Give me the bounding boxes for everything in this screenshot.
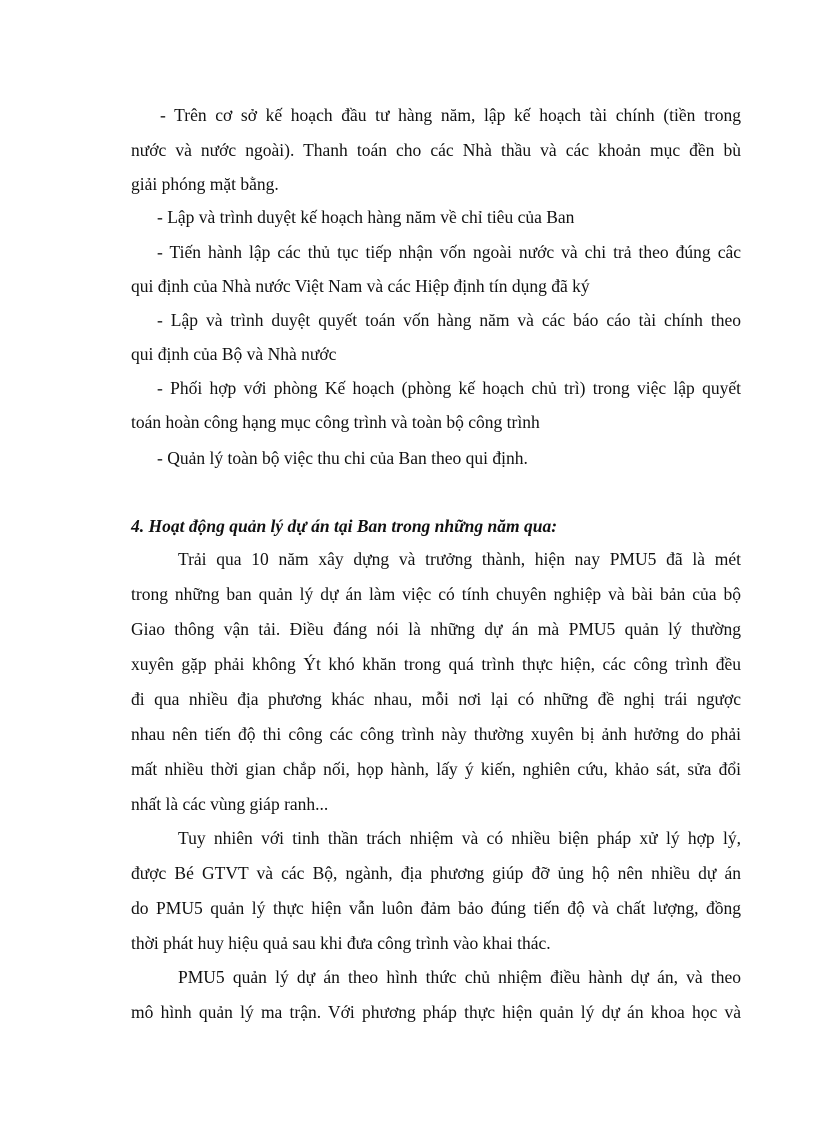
duty-4-line-1: - Lập và trình duyệt quyết toán vốn hàng năm và các báo cáo tài chính theo (157, 310, 741, 330)
p2-line-3: do PMU5 quản lý thực hiện vẫn luôn đảm bảo đúng tiến độ và chất lượng, đồng (131, 898, 741, 918)
duty-3-line-1: - Tiến hành lập các thủ tục tiếp nhận vốn ngoài nước và chi trả theo đúng câc (157, 242, 741, 262)
duty-1-line-2: nước và nước ngoài). Thanh toán cho các Nhà thầu và các khoản mục đền bù (131, 140, 741, 160)
p1-line-4: xuyên gặp phải không Ýt khó khăn trong quá trình thực hiện, các công trình đều (131, 654, 741, 674)
p2-line-4: thời phát huy hiệu quả sau khi đưa công trình vào khai thác. (131, 933, 551, 953)
p1-line-3: Giao thông vận tải. Điều đáng nói là những dự án mà PMU5 quản lý thường (131, 619, 741, 639)
p3-line-1: PMU5 quản lý dự án theo hình thức chủ nhiệm điều hành dự án, và theo (178, 967, 741, 987)
p3-line-2: mô hình quản lý ma trận. Với phương pháp thực hiện quản lý dự án khoa học và (131, 1002, 741, 1022)
duty-6-line-1: - Quản lý toàn bộ việc thu chi của Ban theo qui định. (157, 448, 528, 468)
duty-2-line-1: - Lập và trình duyệt kế hoạch hàng năm về chỉ tiêu của Ban (157, 207, 575, 227)
p1-line-5: đi qua nhiều địa phương khác nhau, mỗi nơi lại có những đề nghị trái ngược (131, 689, 741, 709)
p1-line-6: nhau nên tiến độ thi công các công trình này thường xuyên bị ảnh hưởng do phải (131, 724, 741, 744)
p1-line-1: Trải qua 10 năm xây dựng và trưởng thành, hiện nay PMU5 đã là mét (178, 549, 741, 569)
duty-5-line-1: - Phối hợp với phòng Kế hoạch (phòng kế hoạch chủ trì) trong việc lập quyết (157, 378, 741, 398)
duty-4-line-2: qui định của Bộ và Nhà nước (131, 344, 337, 364)
p2-line-1: Tuy nhiên với tinh thần trách nhiệm và có nhiều biện pháp xử lý hợp lý, (178, 828, 741, 848)
p1-line-7: mất nhiều thời gian chắp nối, họp hành, lấy ý kiến, nghiên cứu, khảo sát, sửa đổi (131, 759, 741, 779)
duty-3-line-2: qui định của Nhà nước Việt Nam và các Hiệp định tín dụng đã ký (131, 276, 590, 296)
duty-1-line-3: giải phóng mặt bằng. (131, 174, 279, 194)
p1-line-2: trong những ban quản lý dự án làm việc có tính chuyên nghiệp và bài bản của bộ (131, 584, 741, 604)
duty-5-line-2: toán hoàn công hạng mục công trình và toàn bộ công trình (131, 412, 540, 432)
p1-line-8: nhất là các vùng giáp ranh... (131, 794, 329, 814)
duty-1-line-1: - Trên cơ sở kế hoạch đầu tư hàng năm, lập kế hoạch tài chính (tiền trong (160, 105, 741, 125)
section-4-heading: 4. Hoạt động quản lý dự án tại Ban trong những năm qua: (131, 516, 558, 536)
p2-line-2: được Bé GTVT và các Bộ, ngành, địa phương giúp đỡ ủng hộ nên nhiều dự án (131, 863, 741, 883)
